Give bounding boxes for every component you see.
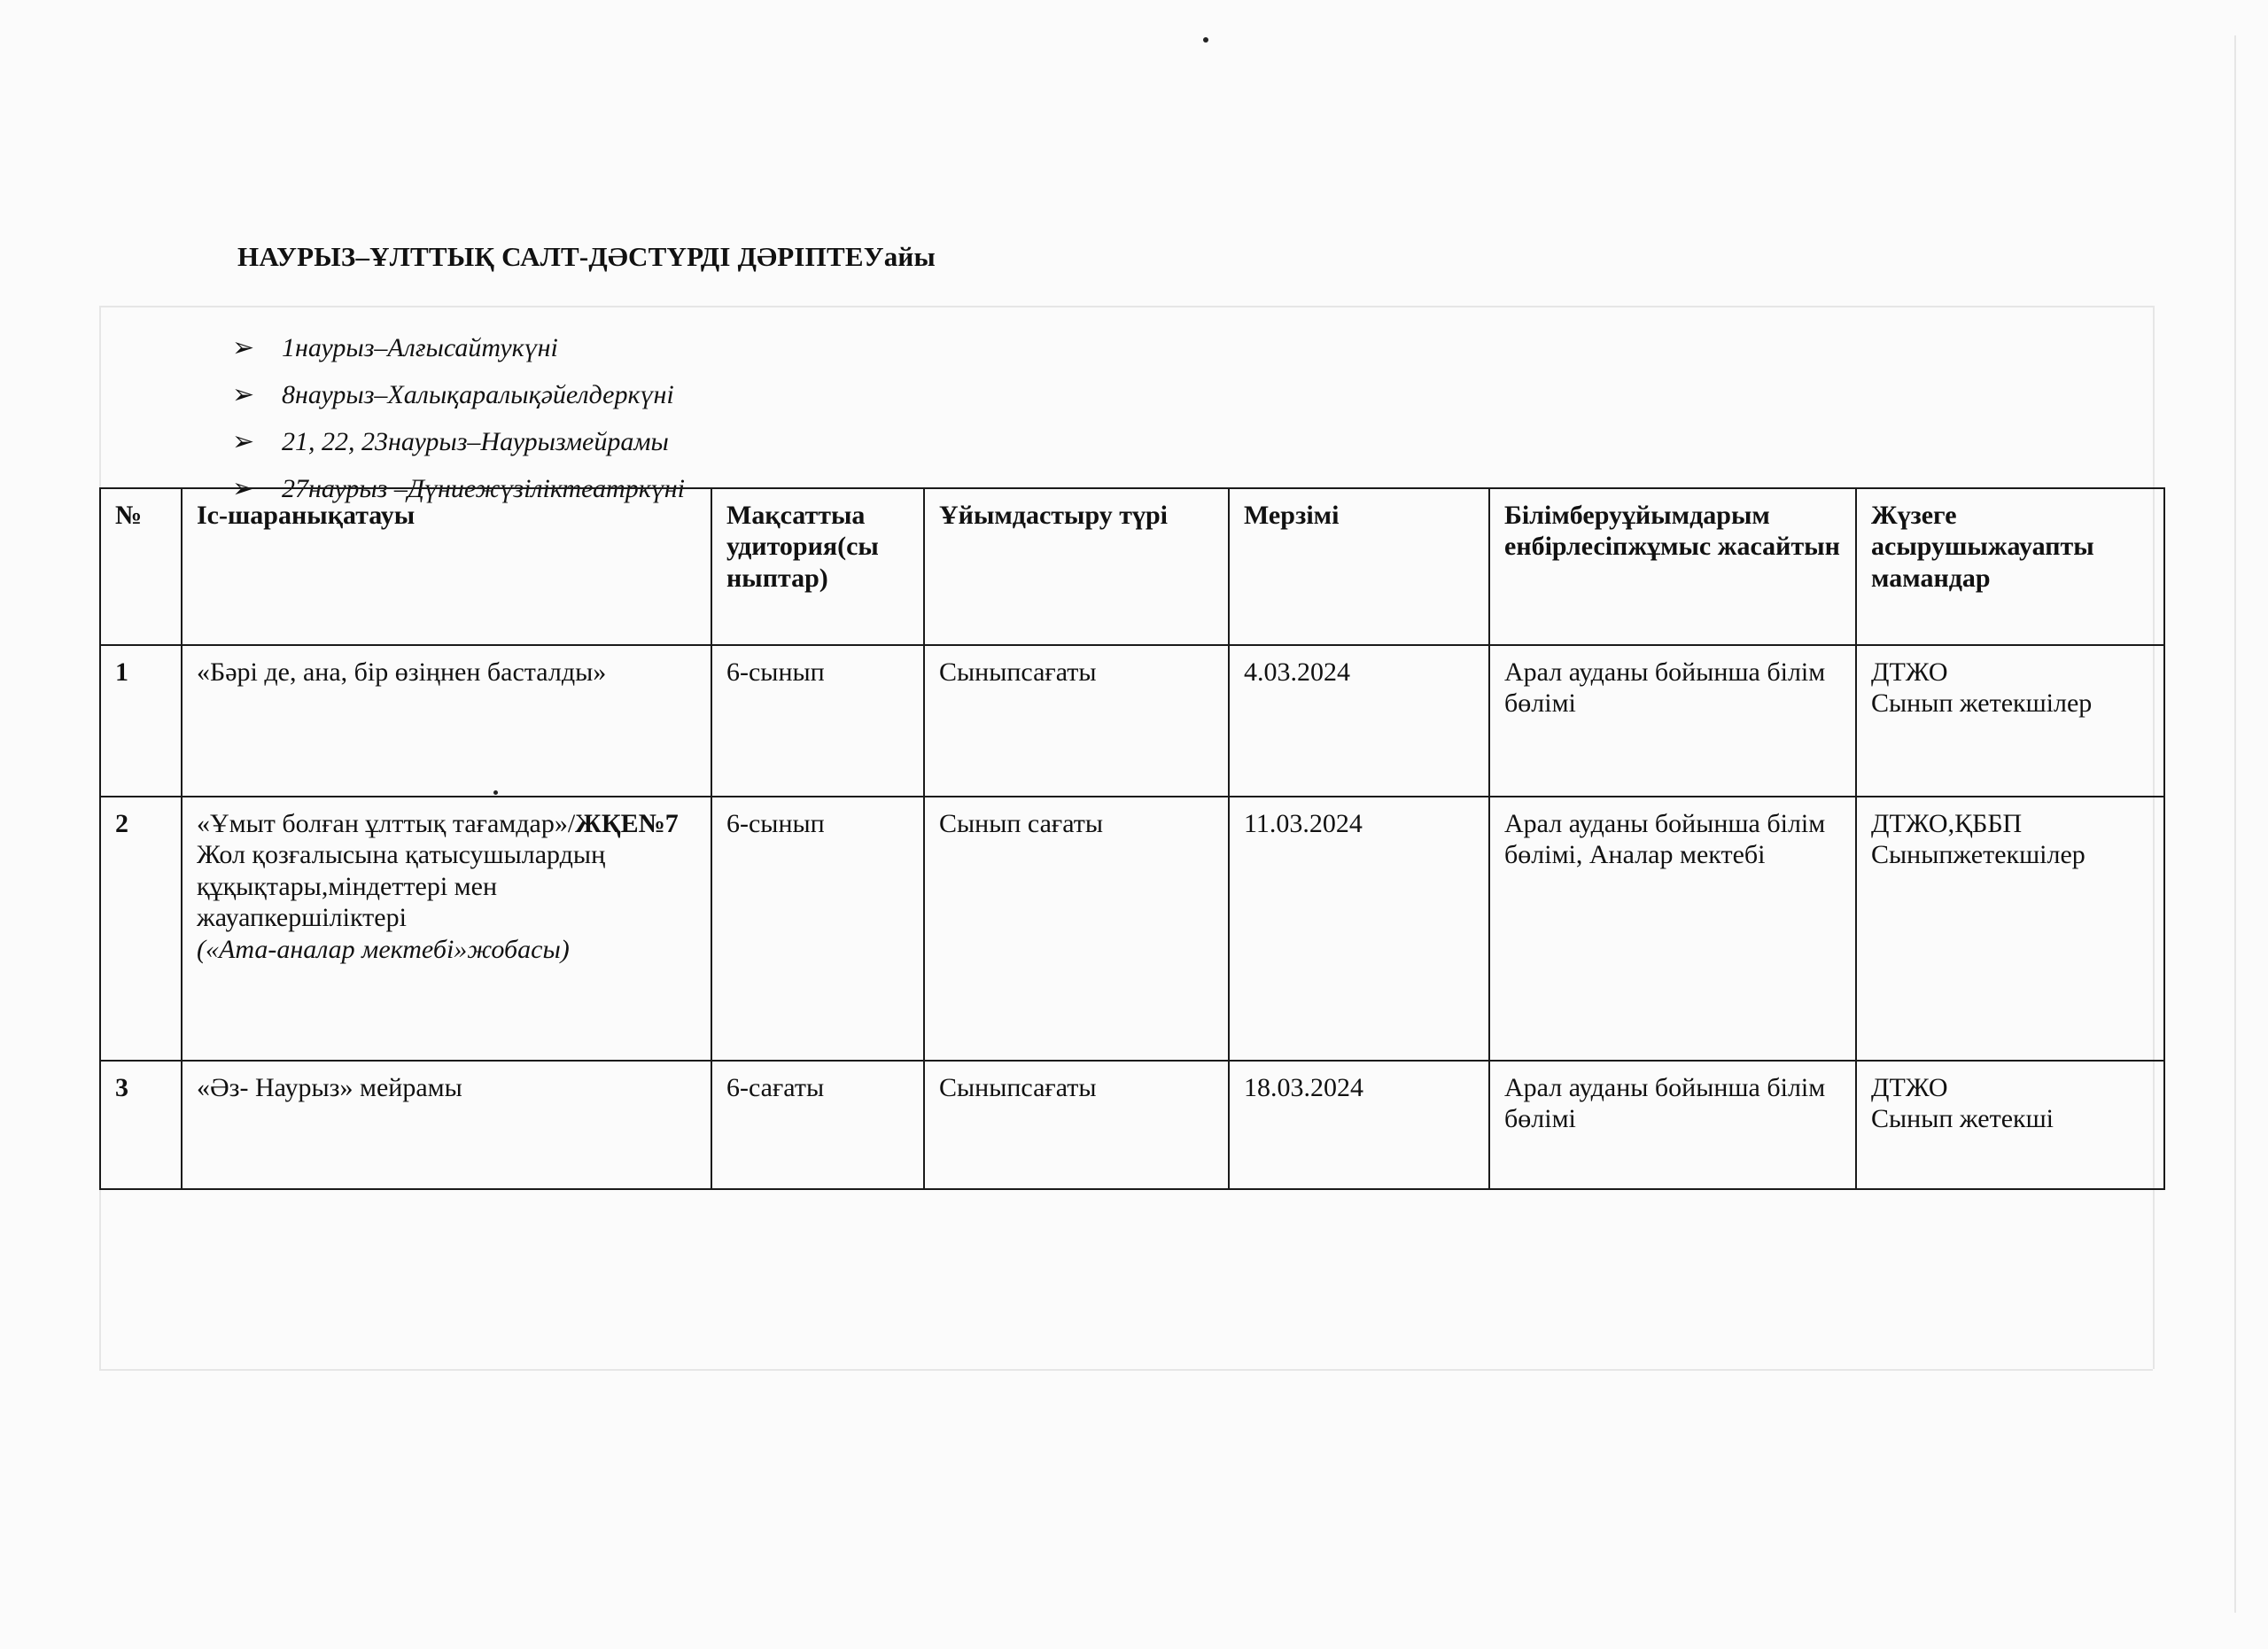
date: 18.03.2024: [1229, 1061, 1489, 1189]
responsible-line: Сынып жетекші: [1871, 1104, 2054, 1134]
bleed-through-line: [2234, 35, 2236, 1613]
header-audience: Мақсаттыа удитория(сы ныптар): [711, 488, 924, 645]
audience: 6-сынып: [711, 645, 924, 797]
header-number: №: [100, 488, 182, 645]
responsible-line: ДТЖО: [1871, 657, 1948, 687]
event-name: [182, 797, 711, 1061]
list-item-text: 27наурыз –Дүниежүзіліктеатркүні: [282, 474, 685, 503]
page-title: НАУРЫЗ–ҰЛТТЫҚ САЛТ-ДӘСТҮРДІ ДӘРІПТЕУайы: [237, 241, 936, 272]
format: Сыныпсағаты: [924, 645, 1229, 797]
event-name: «Бәрі де, ана, бір өзіңнен басталды»: [182, 645, 711, 797]
bleed-through-line: [99, 1369, 2153, 1371]
arrow-bullet-icon: ➢: [232, 380, 255, 409]
partners: Арал ауданы бойынша білім бөлімі: [1489, 645, 1856, 797]
event-title: «Ұмыт болған ұлттық тағамдар»/: [197, 809, 576, 838]
arrow-bullet-icon: ➢: [232, 333, 255, 362]
responsible-line: Сынып жетекшілер: [1871, 688, 2093, 719]
responsible: [1856, 1061, 2164, 1189]
header-responsible: Жүзеге асырушыжауапты мамандар: [1856, 488, 2164, 645]
date: 4.03.2024: [1229, 645, 1489, 797]
row-number: 2: [100, 797, 182, 1061]
table-row: [100, 1061, 2164, 1189]
responsible-line: ДТЖО,ҚББП: [1871, 809, 2023, 838]
holiday-list: [232, 324, 685, 512]
event-topic: Жол қозғалысына қатысушылардың құқықтары,міндеттері мен жауапкершіліктері: [197, 840, 606, 933]
table-row: [100, 797, 2164, 1061]
partners: Арал ауданы бойынша білім бөлімі: [1489, 1061, 1856, 1189]
list-item: [232, 371, 685, 418]
date: 11.03.2024: [1229, 797, 1489, 1061]
row-number: 1: [100, 645, 182, 797]
scan-speck: [1203, 37, 1208, 43]
header-date: Мерзімі: [1229, 488, 1489, 645]
table-header-row: [100, 488, 2164, 645]
responsible-line: Сыныпжетекшілер: [1871, 840, 2085, 870]
responsible: [1856, 645, 2164, 797]
header-partners: Білімберуұйымдарым енбірлесіпжұмыс жасайтын: [1489, 488, 1856, 645]
format: Сыныпсағаты: [924, 1061, 1229, 1189]
event-code: ЖҚЕ№7: [575, 809, 679, 838]
responsible-line: ДТЖО: [1871, 1073, 1948, 1102]
format: Сынып сағаты: [924, 797, 1229, 1061]
arrow-bullet-icon: ➢: [232, 427, 255, 456]
audience: 6-сынып: [711, 797, 924, 1061]
event-project: («Ата-аналар мектебі»жобасы): [197, 934, 570, 964]
audience: 6-сағаты: [711, 1061, 924, 1189]
partners: Арал ауданы бойынша білім бөлімі, Аналар мектебі: [1489, 797, 1856, 1061]
table-row: [100, 645, 2164, 797]
list-item-text: 21, 22, 23наурыз–Наурызмейрамы: [282, 427, 669, 456]
list-item-text: 1наурыз–Алғысайтукүні: [282, 333, 558, 362]
row-number: 3: [100, 1061, 182, 1189]
header-event-name: Іс-шаранықатауы: [182, 488, 711, 645]
events-table: [99, 487, 2165, 1190]
header-format: Ұйымдастыру түрі: [924, 488, 1229, 645]
list-item: [232, 418, 685, 465]
event-name: «Әз- Наурыз» мейрамы: [182, 1061, 711, 1189]
bleed-through-line: [99, 306, 2153, 307]
list-item-text: 8наурыз–Халықаралықәйелдеркүні: [282, 380, 674, 409]
list-item: [232, 324, 685, 371]
arrow-bullet-icon: ➢: [232, 474, 255, 503]
responsible: [1856, 797, 2164, 1061]
